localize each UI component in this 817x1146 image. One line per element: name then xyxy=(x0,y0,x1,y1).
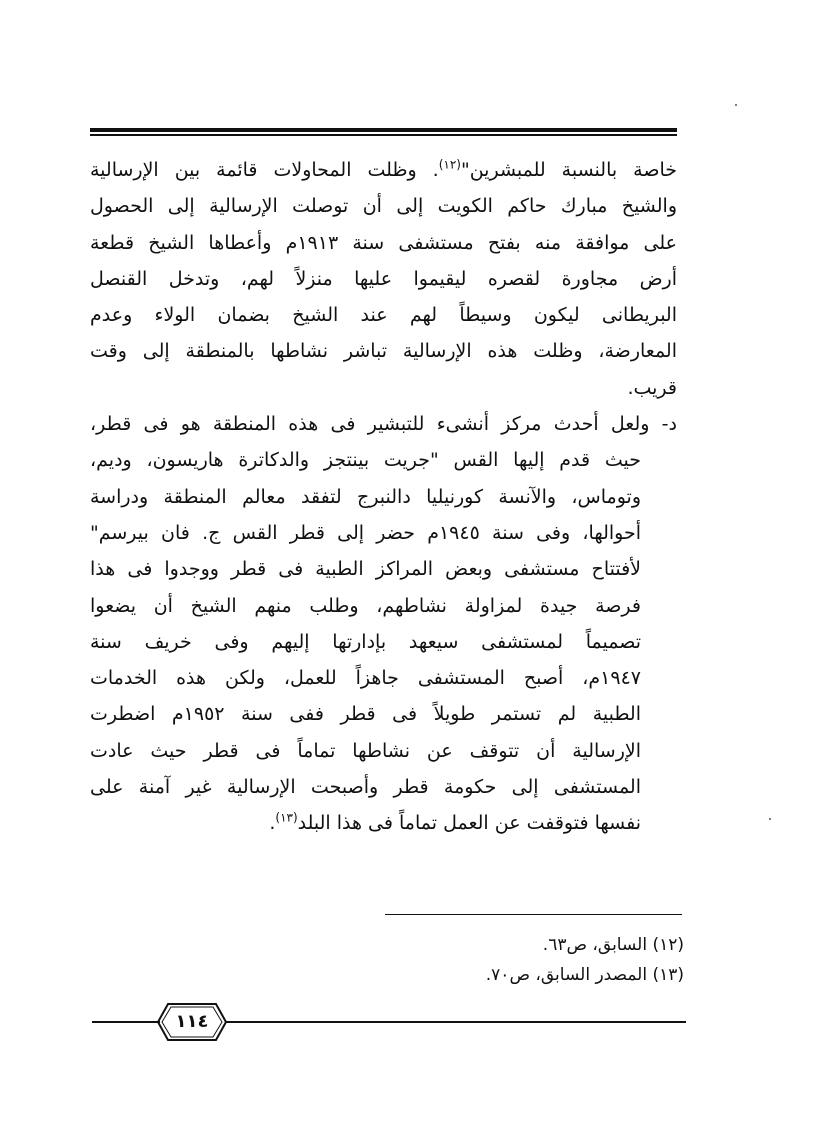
text-line: وتوماس، والآنسة كورنيليا دالنبرج لتفقد معالم المنطقة ودراسة xyxy=(90,485,641,508)
page-number: ١١٤ xyxy=(175,1011,209,1032)
text-line: على موافقة منه بفتح مستشفى سنة ١٩١٣م وأعطاها الشيخ قطعة xyxy=(90,231,677,254)
text-line: فرصة جيدة لمزاولة نشاطهم، وطلب منهم الشيخ أن يضعوا xyxy=(90,594,641,617)
footer-rule-right xyxy=(226,1021,686,1023)
text-line: د- ولعل أحدث مركز أنشىء للتبشير فى هذه المنطقة هو فى قطر، xyxy=(90,413,677,436)
body-text xyxy=(90,152,677,842)
header-rule-thin xyxy=(90,134,677,136)
footnote-12: (١٢) السابق، ص٦٣. xyxy=(542,935,684,955)
scan-speck xyxy=(735,104,737,106)
footnote-13: (١٣) المصدر السابق، ص٧٠. xyxy=(485,965,684,985)
scan-speck xyxy=(769,818,771,820)
footnotes xyxy=(300,930,684,990)
text-line: حيث قدم إليها القس "جريت بينتجز والدكاترة هاريسون، وديم، xyxy=(90,449,641,472)
text-line: أحوالها، وفى سنة ١٩٤٥م حضر إلى قطر القس ج. فان بيرسم" xyxy=(90,521,641,544)
text-line: الطبية لم تستمر طويلاً فى قطر ففى سنة ١٩٥٢م اضطرت xyxy=(90,703,641,726)
text-line: الإرسالية أن تتوقف عن نشاطها تماماً فى قطر حيث عادت xyxy=(90,739,641,762)
text-line: خاصة بالنسبة للمبشرين"$^{(١٢)}$. وظلت المحاولات قائمة بين الإرسالية xyxy=(90,157,677,181)
text-line: والشيخ مبارك حاكم الكويت إلى أن توصلت الإرسالية إلى الحصول xyxy=(90,195,677,218)
text-line: ١٩٤٧م، أصبح المستشفى جاهزاً للعمل، ولكن هذه الخدمات xyxy=(90,667,641,690)
text-line: المستشفى إلى حكومة قطر وأصبحت الإرسالية غير آمنة على xyxy=(90,776,641,799)
footnote-separator xyxy=(385,914,682,915)
footnote-ref-13: (١٣) xyxy=(275,811,298,826)
header-rule-thick xyxy=(90,128,677,132)
text-line: نفسها فتوقفت عن العمل تماماً فى هذا البلد$^{(١٣)}$. xyxy=(269,811,641,835)
text-line: المعارضة، وظلت هذه الإرسالية تباشر نشاطها بالمنطقة إلى وقت xyxy=(90,340,677,363)
text-line: لأفتتاح مستشفى وبعض المراكز الطبية فى قطر ووجدوا فى هذا xyxy=(90,558,641,581)
text-line: البريطانى ليكون وسيطاً لهم عند الشيخ بضمان الولاء وعدم xyxy=(90,304,677,327)
footer-rule-left xyxy=(92,1021,160,1023)
text-line: قريب. xyxy=(627,376,677,399)
text-line: تصميماً لمستشفى سيعهد بإدارتها إليهم وفى خريف سنة xyxy=(90,630,641,653)
text-line: أرض مجاورة لقصره ليقيموا عليها منزلاً لهم، وتدخل القنصل xyxy=(90,267,677,290)
footnote-ref-12: (١٢) xyxy=(438,157,461,172)
